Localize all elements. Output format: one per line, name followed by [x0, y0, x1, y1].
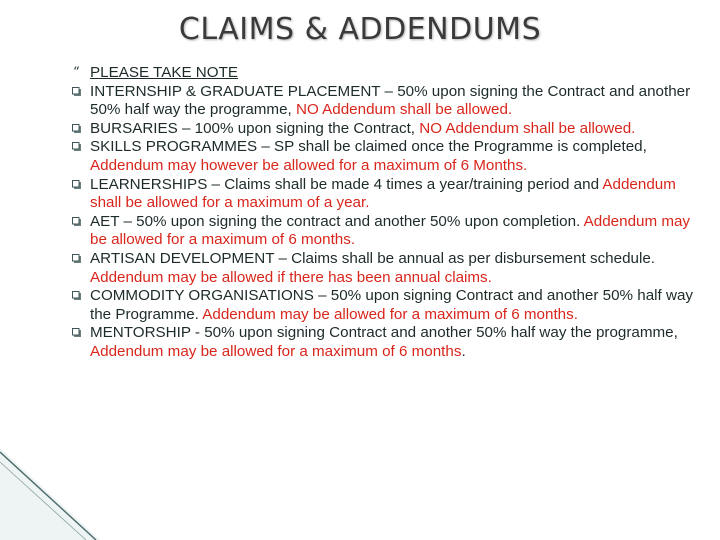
checkbox-bullet-icon [72, 217, 81, 226]
checkbox-bullet-icon [72, 142, 81, 151]
list-item [72, 120, 702, 139]
claim-rule-text: AET – 50% upon signing the contract and another 50% upon completion. [90, 212, 584, 230]
addendum-rule-text: Addendum may be allowed for a maximum of 6 months. [90, 212, 691, 249]
claim-rule-text: INTERNSHIP & GRADUATE PLACEMENT – 50% upon signing the Contract and another 50% half way the programme, [90, 82, 691, 119]
page-title: CLAIMS & ADDENDUMS [178, 12, 542, 47]
note-item [72, 64, 702, 83]
claim-rule-text: COMMODITY ORGANISATIONS – 50% upon signing Contract and another 50% half way the Programme. [90, 287, 693, 323]
claim-rule-text: MENTORSHIP - 50% upon signing Contract and another 50% half way the programme, [90, 324, 678, 342]
checkbox-bullet-icon [72, 291, 81, 300]
checkbox-bullet-icon [72, 180, 81, 189]
note-text: PLEASE TAKE NOTE [90, 64, 238, 81]
addendum-rule-text: NO Addendum shall be allowed. [295, 101, 513, 119]
addendum-rule-text: Addendum shall be allowed for a maximum of a year. [90, 175, 676, 212]
list-item [72, 176, 702, 213]
claims-list [72, 64, 702, 362]
addendum-rule-text: NO Addendum shall be allowed. [419, 119, 636, 137]
addendum-rule-text: Addendum may be allowed if there has been annual claims. [90, 268, 492, 286]
list-item [72, 250, 702, 287]
checkbox-bullet-icon [72, 87, 81, 96]
addendum-rule-text: Addendum may be allowed for a maximum of 6 months [90, 342, 462, 360]
list-item [72, 213, 702, 250]
checkbox-bullet-icon [72, 328, 81, 337]
list-item [72, 138, 702, 175]
claim-rule-text: LEARNERSHIPS – Claims shall be made 4 times a year/training period and [90, 175, 603, 193]
claim-rule-text: . [461, 342, 466, 360]
list-item [72, 287, 702, 324]
addendum-rule-text: Addendum may however be allowed for a maximum of 6 Months. [90, 156, 528, 174]
claim-rule-text: SKILLS PROGRAMMES – SP shall be claimed once the Programme is completed, [90, 138, 647, 156]
checkbox-bullet-icon [72, 124, 81, 133]
claim-rule-text: BURSARIES – 100% upon signing the Contract, [90, 119, 420, 137]
list-item [72, 83, 702, 120]
corner-decoration [0, 448, 100, 540]
quote-bullet-icon: “ [73, 65, 80, 80]
addendum-rule-text: Addendum may be allowed for a maximum of 6 months. [202, 305, 578, 323]
list-item [72, 324, 702, 361]
claim-rule-text: ARTISAN DEVELOPMENT – Claims shall be annual as per disbursement schedule. [90, 249, 656, 267]
checkbox-bullet-icon [72, 254, 81, 263]
